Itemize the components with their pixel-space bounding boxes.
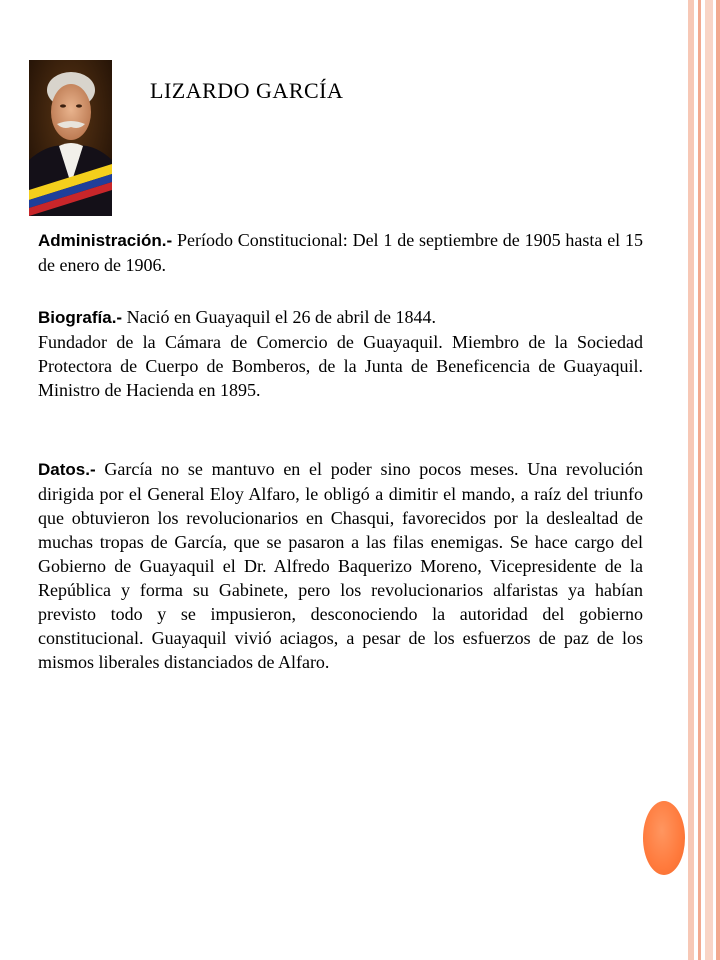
datos-paragraph [38, 457, 643, 674]
border-bar-1 [688, 0, 694, 960]
orange-oval-decoration [643, 801, 685, 875]
border-bar-2 [698, 0, 701, 960]
border-bar-4 [716, 0, 720, 960]
biografia-text: Nació en Guayaquil el 26 de abril de 1844. [122, 307, 436, 327]
administracion-separator: .- [161, 231, 173, 250]
biografia-label: Biografía [38, 308, 112, 327]
datos-text: García no se mantuvo en el poder sino pocos meses. Una revolución dirigida por el General Eloy Alfaro, le obligó a dimitir el mando, a raíz del triunfo que obtuvieron los revolucionarios en Chasqui, favorecidos por la deslealtad de muchas tropas de García, que se pasaron a las filas enemigas. Se hace cargo del Gobierno de Guayaquil el Dr. Alfredo Baquerizo Moreno, Vicepresidente de la República y forma su Gabinete, pero los revolucionarios alfaristas ya habían previsto todo y se impusieron, desconociendo la autoridad del gobierno constitucional. Guayaquil vivió aciagos, a pesar de los esfuerzos de paz de los mismos liberales distanciados de Alfaro. [38, 459, 643, 672]
page-title: LIZARDO GARCÍA [150, 78, 344, 103]
portrait-image [29, 60, 112, 216]
administracion-label: Administración [38, 231, 162, 250]
datos-separator: .- [85, 460, 96, 479]
datos-label: Datos [38, 460, 86, 479]
biografia-paragraph [38, 305, 643, 402]
border-bar-3 [705, 0, 713, 960]
administracion-paragraph [38, 228, 643, 277]
biografia-separator: .- [111, 308, 123, 327]
biografia-text-continued: Fundador de la Cámara de Comercio de Guayaquil. Miembro de la Sociedad Protectora de Cuerpo de Bomberos, de la Junta de Beneficencia de Guayaquil. Ministro de Hacienda en 1895. [38, 332, 643, 400]
administracion-text: Período Constitucional: Del 1 de septiembre de 1905 hasta el 15 de enero de 1906. [38, 230, 643, 275]
